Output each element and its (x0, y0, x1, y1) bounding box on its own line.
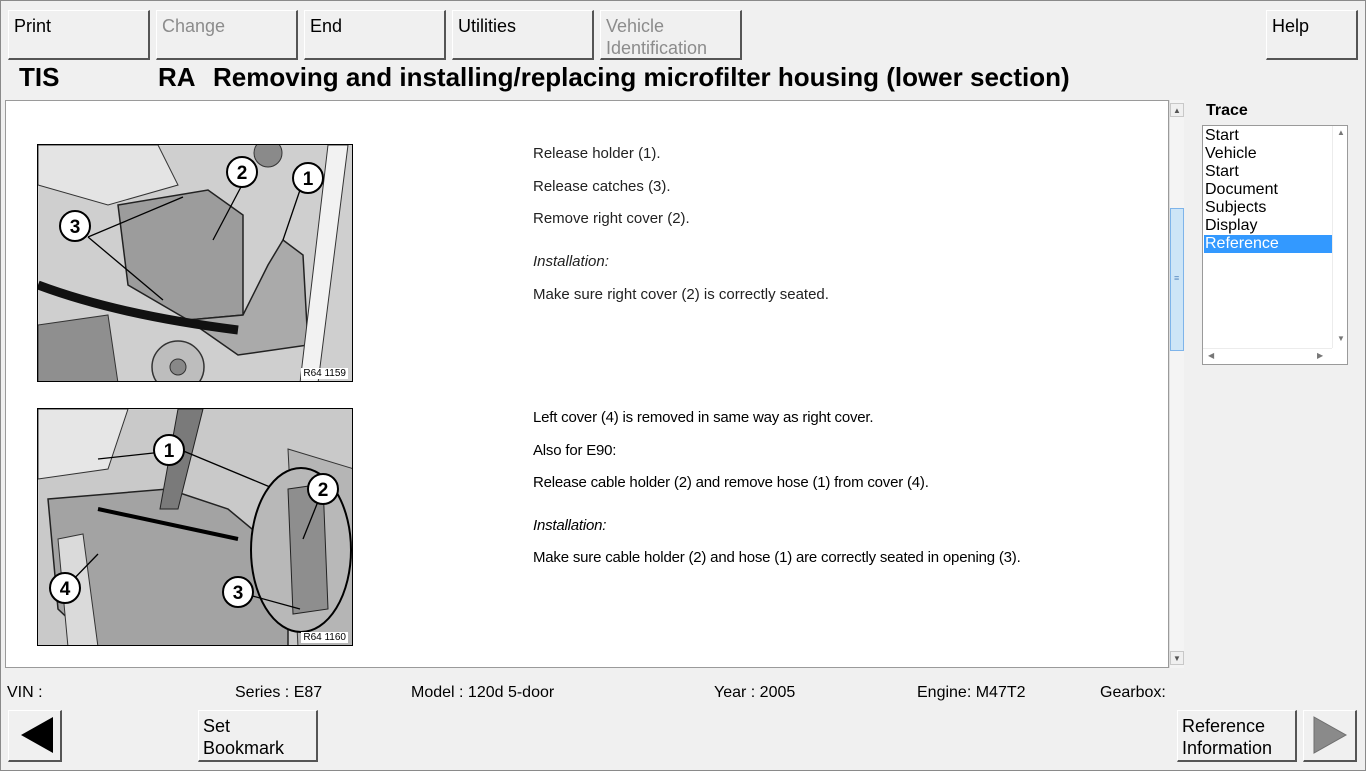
trace-horizontal-scrollbar[interactable] (1203, 348, 1332, 365)
vehicle-identification-button[interactable] (600, 10, 742, 60)
step-text: Release catches (3). (533, 178, 671, 195)
set-bookmark-button[interactable] (198, 710, 318, 762)
grip-icon: ≡ (1174, 273, 1180, 283)
figure-image-2 (37, 408, 353, 646)
trace-vertical-scrollbar[interactable] (1332, 126, 1348, 348)
scroll-down-icon[interactable]: ▼ (1170, 651, 1184, 665)
installation-label: Installation: (533, 517, 607, 534)
end-button[interactable]: End (304, 10, 446, 60)
tis-label: TIS (19, 62, 60, 92)
year-label: Year : 2005 (714, 684, 796, 701)
trace-label: Trace (1206, 102, 1248, 119)
callout-1: 1 (163, 441, 175, 462)
ra-label: RA (158, 62, 196, 92)
arrow-left-icon (9, 711, 59, 759)
callout-4: 4 (59, 579, 71, 600)
reference-information-line2: Information (1182, 738, 1273, 758)
scroll-left-icon[interactable]: ◀ (1208, 351, 1215, 360)
page-title: Removing and installing/replacing microfilter housing (lower section) (213, 62, 1070, 92)
set-bookmark-line1: Set (203, 716, 231, 736)
change-button[interactable]: Change (156, 10, 298, 60)
series-label: Series : E87 (235, 684, 323, 701)
callout-2: 2 (236, 163, 248, 184)
installation-text: Make sure cable holder (2) and hose (1) are correctly seated in opening (3). (533, 549, 1021, 566)
utilities-button[interactable]: Utilities (452, 10, 594, 60)
step-text: Release cable holder (2) and remove hose (1) from cover (4). (533, 474, 929, 491)
engine-bay-illustration-1 (38, 145, 353, 382)
back-button[interactable] (8, 710, 62, 762)
scroll-up-icon[interactable]: ▲ (1337, 128, 1345, 137)
document-content (5, 100, 1169, 668)
trace-item[interactable]: Vehicle (1205, 145, 1257, 162)
installation-label: Installation: (533, 253, 609, 270)
trace-item-selected[interactable]: Reference (1204, 235, 1332, 253)
engine-label: Engine: M47T2 (917, 684, 1026, 701)
step-text: Remove right cover (2). (533, 210, 690, 227)
figure-code: R64 1159 (303, 368, 346, 379)
trace-item[interactable]: Subjects (1205, 199, 1267, 216)
model-label: Model : 120d 5-door (411, 684, 555, 701)
print-button[interactable]: Print (8, 10, 150, 60)
scroll-thumb[interactable] (1170, 208, 1184, 351)
vin-label: VIN : (7, 684, 43, 701)
callout-3: 3 (232, 583, 244, 604)
installation-text: Make sure right cover (2) is correctly seated. (533, 286, 829, 303)
step-text: Release holder (1). (533, 145, 661, 162)
trace-item[interactable]: Start (1205, 163, 1239, 180)
arrow-right-icon (1304, 711, 1354, 759)
reference-information-line1: Reference (1182, 716, 1266, 736)
engine-bay-illustration-2 (38, 409, 353, 646)
trace-list[interactable] (1202, 125, 1348, 365)
callout-1: 1 (302, 169, 314, 190)
scroll-right-icon[interactable]: ▶ (1317, 351, 1324, 360)
scroll-up-icon[interactable]: ▲ (1170, 103, 1184, 117)
trace-item[interactable]: Start (1205, 127, 1239, 144)
content-scrollbar[interactable] (1169, 100, 1184, 668)
scroll-down-icon[interactable]: ▼ (1337, 334, 1345, 343)
callout-2: 2 (317, 480, 329, 501)
callout-3: 3 (69, 217, 81, 238)
trace-item[interactable]: Document (1205, 181, 1278, 198)
step-text: Also for E90: (533, 442, 617, 459)
forward-button[interactable] (1303, 710, 1357, 762)
reference-information-button[interactable] (1177, 710, 1297, 762)
figure-image-1 (37, 144, 353, 382)
step-text: Left cover (4) is removed in same way as right cover. (533, 409, 874, 426)
figure-code: R64 1160 (303, 632, 346, 643)
vehicle-identification-line2: Identification (606, 38, 708, 58)
trace-item[interactable]: Display (1205, 217, 1258, 234)
help-button[interactable]: Help (1266, 10, 1358, 60)
gearbox-label: Gearbox: (1100, 684, 1166, 701)
vehicle-identification-line1: Vehicle (606, 16, 665, 36)
set-bookmark-line2: Bookmark (203, 738, 285, 758)
